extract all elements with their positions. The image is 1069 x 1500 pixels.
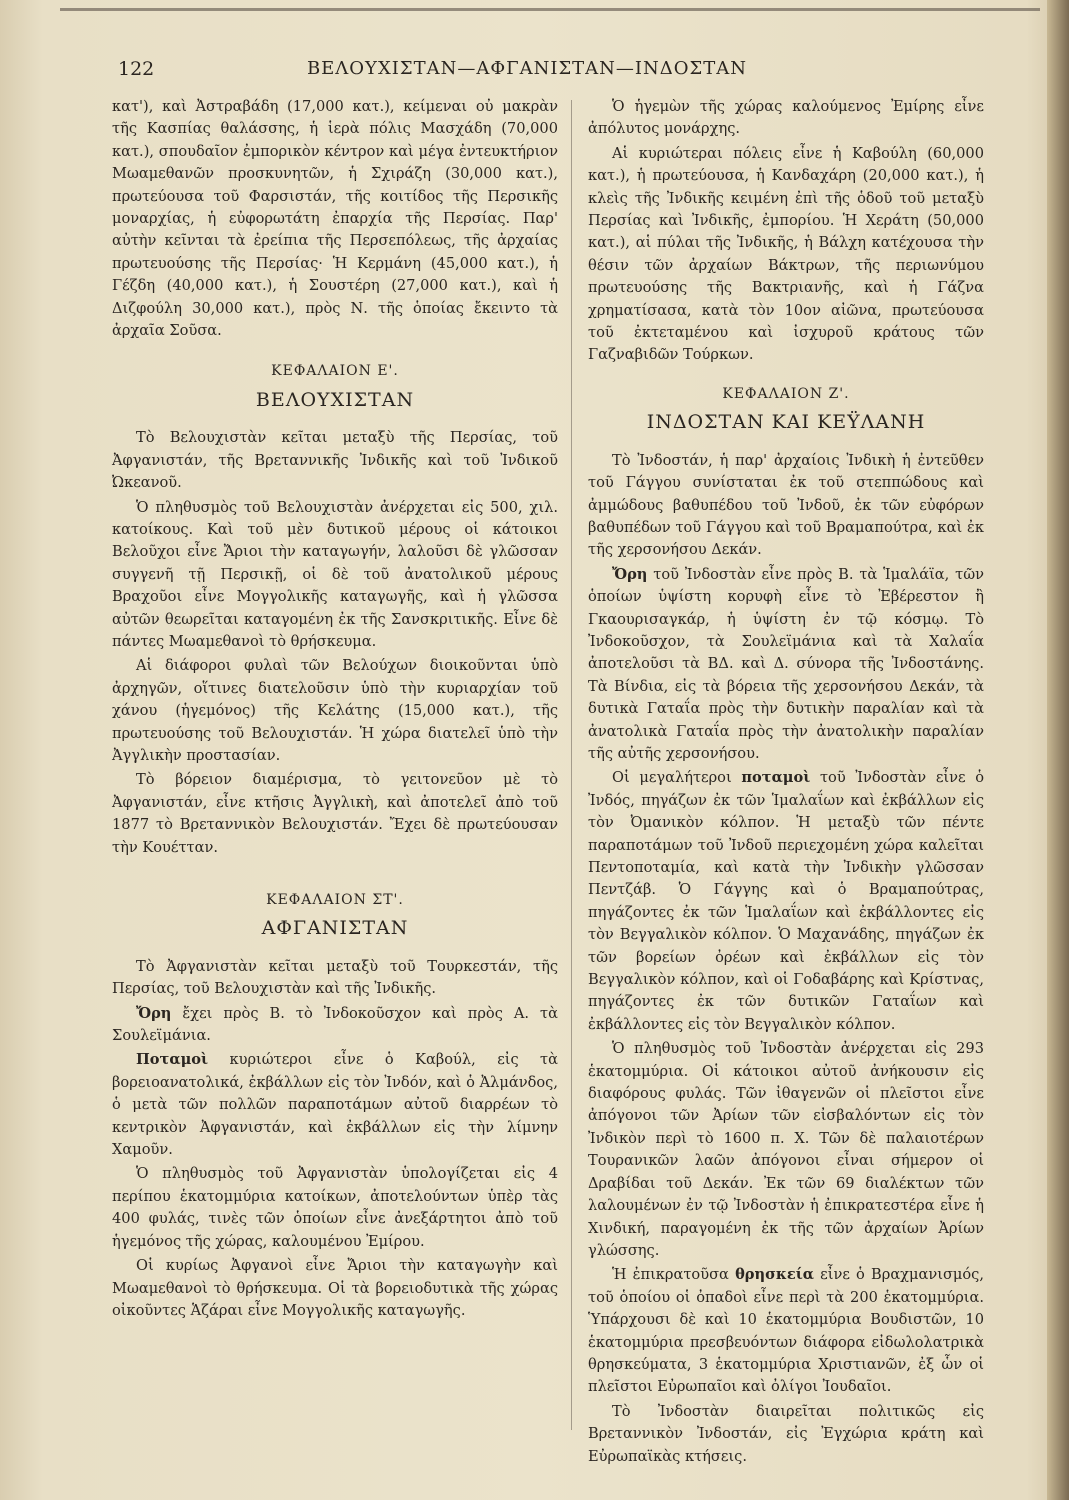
bold-term: Ὄρη xyxy=(136,1004,172,1022)
paragraph: Αἱ κυριώτεραι πόλεις εἶνε ἡ Καβούλη (60,000 κατ.), ἡ πρωτεύουσα, ἡ Κανδαχάρη (20,000 κατ.), ἡ κλεὶς τῆς Ἰνδικῆς κειμένη ἐπὶ τῆς ὁδοῦ τοῦ μεταξὺ Περσίας καὶ Ἰνδικῆς, ἐμπορίου. Ἡ Χεράτη (50,000 κατ.), αἱ πύλαι τῆς Ἰνδικῆς, ἡ Βάλχη κατέχουσα τὴν θέσιν τῶν ἀρχαίων Βάκτρων, τῆς περιωνύμου πρωτευούσης τῆς Βακτριανῆς, καὶ ἡ Γάζνα χρηματίσασα, κατὰ τὸν 10ον αἰῶνα, πρωτεύουσα τοῦ ἐκτεταμένου καὶ ἰσχυροῦ κράτους τῶν Γαζναβιδῶν Τούρκων. xyxy=(588,144,984,364)
chapter-e-label: ΚΕΦΑΛΑΙΟΝ Ε'. xyxy=(271,363,399,380)
chapter-e-title: ΒΕΛΟΥΧΙΣΤΑΝ xyxy=(255,388,415,411)
paragraph-text: Ἡ ἐπικρατοῦσα xyxy=(612,1266,736,1284)
paragraph: Τὸ Ἰνδοστὰν διαιρεῖται πολιτικῶς εἰς Βρεταννικὸν Ἰνδοστάν, εἰς Ἐγχώρια κράτη καὶ Εὐρωπαϊκὰς κτήσεις. xyxy=(588,1402,984,1465)
paragraph: Αἱ διάφοροι φυλαὶ τῶν Βελούχων διοικοῦνται ὑπὸ ἀρχηγῶν, οἵτινες διατελοῦσιν ὑπὸ τὴν κυριαρχίαν τοῦ χάνου (ἡγεμόνος) τῆς Κελάτης (15,000 κατ.), τῆς πρωτευούσης τοῦ Βελουχιστάν. Ἡ χώρα διατελεῖ ὑπὸ τὴν Ἀγγλικὴν προστασίαν. xyxy=(112,657,558,764)
page-header xyxy=(112,58,942,88)
book-binding xyxy=(1047,0,1069,1500)
paragraph xyxy=(588,564,984,766)
paragraph: Τὸ Βελουχιστὰν κεῖται μεταξὺ τῆς Περσίας, τοῦ Ἀφγανιστάν, τῆς Βρεταννικῆς Ἰνδικῆς καὶ τοῦ Ἰνδικοῦ Ὠκεανοῦ. xyxy=(112,429,558,492)
paragraph-text: κυριώτεροι εἶνε ὁ Καβούλ, εἰς τὰ βορειοανατολικά, ἐκβάλλων εἰς τὸν Ἰνδόν, καὶ ὁ Ἀλμάνδος, ὁ μετὰ τῶν πολλῶν παραποτάμων αὐτοῦ διαρρέων τὸ κεντρικὸν Ἀφγανιστάν, καὶ ἐκβάλλων εἰς τὴν λίμνην Χαμοῦν. xyxy=(112,1051,558,1159)
paragraph: Τὸ Ἰνδοστάν, ἡ παρ' ἀρχαίοις Ἰνδικὴ ἡ ἐντεῦθεν τοῦ Γάγγου συνίσταται ἐκ τοῦ στεππώδους καὶ ἀμμώδους βαθυπέδου τοῦ Ἰνδοῦ, ἐκ τῶν εὐφόρων βαθυπέδων τοῦ Γάγγου καὶ τοῦ Βραμαπούτρα, καὶ ἐκ τῆς χερσονήσου Δεκάν. xyxy=(588,451,984,559)
intro-paragraph: κατ'), καὶ Ἀστραβάδη (17,000 κατ.), κείμεναι οὐ μακρὰν τῆς Κασπίας θαλάσσης, ἡ ἱερὰ πόλις Μασχάδη (70,000 κατ.), σπουδαῖον ἐμπορικὸν κέντρον καὶ μέγα ἐντευκτήριον Μωαμεθανῶν προσκυνητῶν, ἡ Σχιράζη (30,000 κατ.), πρωτεύουσα τοῦ Φαρσιστάν, τῆς κοιτίδος τῆς Περσικῆς μοναρχίας, ἡ εὐφορωτάτη ἐπαρχία τῆς Περσίας. Παρ' αὐτὴν κεῖνται τὰ ἐρείπια τῆς Περσεπόλεως, τῆς ἀρχαίας πρωτευούσης τῆς Περσίας· Ἡ Κερμάνη (45,000 κατ.), ἡ Γέζδη (40,000 κατ.), ἡ Σουστέρη (27,000 κατ.), καὶ ἡ Διζφούλη 30,000 κατ.), πρὸς Ν. τῆς ὁποίας ἔκειντο τὰ ἀρχαῖα Σοῦσα. xyxy=(112,98,558,340)
chapter-st-label: ΚΕΦΑΛΑΙΟΝ ΣΤ'. xyxy=(266,892,404,908)
bold-term: Ποταμοὶ xyxy=(136,1051,209,1069)
chapter-st-title: ΑΦΓΑΝΙΣΤΑΝ xyxy=(261,917,409,940)
paragraph-text: τοῦ Ἰνδοστὰν εἶνε πρὸς Β. τὰ Ἱμαλάϊα, τῶν ὁποίων ὑψίστη κορυφὴ εἶνε τὸ Ἐβέρεστον ἢ Γκαουρισαγκάρ, ἡ ὑψίστη ἐν τῷ κόσμῳ. Τὸ Ἰνδοκοῦσχον, τὰ Σουλεϊμάνια καὶ τὰ Χαλαΐα ἀποτελοῦσι τὰ ΒΔ. καὶ Δ. σύνορα τῆς Ἰνδοστάνης. Τὰ Βίνδια, εἰς τὰ βόρεια τῆς χερσονήσου Δεκάν, τὰ δυτικὰ Γαταΐα πρὸς τὴν δυτικὴν παραλίαν καὶ τὰ ἀνατολικὰ Γαταΐα πρὸς τὴν ἀνατολικὴν παραλίαν τῆς αὐτῆς χερσονήσου. xyxy=(588,565,984,762)
paragraph xyxy=(112,1003,558,1048)
chapter-z-label: ΚΕΦΑΛΑΙΟΝ Ζ'. xyxy=(722,385,850,402)
chapter-z-title: ΙΝΔΟΣΤΑΝ ΚΑΙ ΚΕΫΛΑΝΗ xyxy=(646,411,926,434)
page-number: 122 xyxy=(118,58,155,80)
paragraph: Ὁ πληθυσμὸς τοῦ Βελουχιστὰν ἀνέρχεται εἰς 500, χιλ. κατοίκους. Καὶ τοῦ μὲν δυτικοῦ μέρους οἱ κάτοικοι Βελοῦχοι εἶνε Ἄριοι τὴν καταγωγήν, λαλοῦσι δὲ γλῶσσαν συγγενῆ τῇ Περσικῇ, οἱ δὲ τοῦ ἀνατολικοῦ μέρους Βραχοῦοι εἶνε Μογγολικῆς καταγωγῆς, καὶ ἡ γλῶσσα αὐτῶν θεωρεῖται καταγομένη ἐκ τῆς Σανσκριτικῆς. Εἶνε δὲ πάντες Μωαμεθανοὶ τὸ θρήσκευμα. xyxy=(112,498,558,650)
paragraph-text: εἶνε ὁ Βραχμανισμός, τοῦ ὁποίου οἱ ὀπαδοὶ εἶνε περὶ τὰ 200 ἑκατομμύρια. Ὑπάρχουσι δὲ καὶ 10 ἑκατομμύρια Βουδιστῶν, 10 ἑκατομμύρια πρεσβευόντων διάφορα εἰδωλολατρικὰ θρησκεύματα, 3 ἑκατομμύρια Χριστιανῶν, ἐξ ὧν οἱ πλεῖστοι Εὐρωπαῖοι καὶ ὀλίγοι Ἰουδαῖοι. xyxy=(588,1266,984,1396)
paragraph-text: τοῦ Ἰνδοστὰν εἶνε ὁ Ἰνδός, πηγάζων ἐκ τῶν Ἱμαλαΐων καὶ ἐκβάλλων εἰς τὸν Ὀμανικὸν κόλπον. Ἡ μεταξὺ τῶν πέντε παραποτάμων τοῦ Ἰνδοῦ περιεχομένη χώρα καλεῖται Πεντοποταμία, καὶ κατὰ τὴν Ἰνδικὴν γλῶσσαν Πεντζάβ. Ὁ Γάγγης καὶ ὁ Βραμαπούτρας, πηγάζοντες ἐκ τῶν Ἱμαλαΐων καὶ ἐκβάλλοντες εἰς τὸν Βεγγαλικὸν κόλπον. Ὁ Μαχανάδης, πηγάζων ἐκ τῶν βορείων ὀρέων καὶ ἐκβάλλων εἰς τὸν Βεγγαλικὸν κόλπον, καὶ οἱ Γοδαβάρης καὶ Κρίστνας, πηγάζοντες ἐκ τῶν δυτικῶν Γαταΐων καὶ ἐκβάλλοντες εἰς τὸν Βεγγαλικὸν κόλπον. xyxy=(588,769,984,1033)
paragraph-text: ἔχει πρὸς Β. τὸ Ἰνδοκοῦσχον καὶ πρὸς Α. τὰ Σουλεϊμάνια. xyxy=(112,1004,558,1045)
paragraph: Τὸ βόρειον διαμέρισμα, τὸ γειτονεῦον μὲ τὸ Ἀφγανιστάν, εἶνε κτῆσις Ἀγγλικὴ, καὶ ἀποτελεῖ ἀπὸ τοῦ 1877 τὸ Βρεταννικὸν Βελουχιστάν. Ἔχει δὲ πρωτεύουσαν τὴν Κουέτταν. xyxy=(112,771,558,856)
paragraph: Οἱ κυρίως Ἀφγανοὶ εἶνε Ἄριοι τὴν καταγωγὴν καὶ Μωαμεθανοὶ τὸ θρήσκευμα. Οἱ τὰ βορειοδυτικὰ τῆς χώρας οἰκοῦντες Ἁζάραι εἶνε Μογγολικῆς καταγωγῆς. xyxy=(112,1257,558,1319)
left-column xyxy=(112,96,558,1322)
bold-term: ποταμοὶ xyxy=(741,769,811,787)
paragraph xyxy=(112,1049,558,1161)
bold-term: θρησκεία xyxy=(735,1266,814,1284)
column-divider xyxy=(571,100,572,1430)
paragraph xyxy=(588,767,984,1036)
top-rule xyxy=(60,8,1040,11)
paragraph: Ὁ πληθυσμὸς τοῦ Ἀφγανιστὰν ὑπολογίζεται εἰς 4 περίπου ἑκατομμύρια κατοίκων, ἀποτελούντων ὑπὲρ τὰς 400 φυλάς, τινὲς τῶν ὁποίων εἶνε ἀνεξάρτητοι ἀπὸ τοῦ ἡγεμόνος τῆς χώρας, καλουμένου Ἐμίρου. xyxy=(112,1165,558,1250)
paragraph: Ὁ πληθυσμὸς τοῦ Ἰνδοστὰν ἀνέρχεται εἰς 293 ἑκατομμύρια. Οἱ κάτοικοι αὐτοῦ ἀνήκουσιν εἰς διαφόρους φυλάς. Τῶν ἰθαγενῶν οἱ πλεῖστοι εἶνε ἀπόγονοι τῶν Ἀρίων τῶν εἰσβαλόντων εἰς τὸν Ἰνδικὸν περὶ τὸ 1600 π. Χ. Τῶν δὲ παλαιοτέρων Τουρανικῶν λαῶν ἀπόγονοι εἶναι σήμερον οἱ Δραβίδαι τοῦ Δεκάν. Ἐκ τῶν 69 διαλέκτων τῶν λαλουμένων ἐν τῷ Ἰνδοστὰν ἡ ἐπικρατεστέρα εἶνε ἡ Χινδική, παραγομένη ἐκ τῆς τῶν ἀρχαίων Ἀρίων γλώσσης. xyxy=(588,1040,984,1259)
paragraph-text: Οἱ μεγαλήτεροι xyxy=(612,769,742,787)
paragraph xyxy=(588,1264,984,1398)
right-column xyxy=(588,96,984,1468)
running-title: ΒΕΛΟΥΧΙΣΤΑΝ—ΑΦΓΑΝΙΣΤΑΝ—ΙΝΔΟΣΤΑΝ xyxy=(306,58,748,79)
paragraph: Ὁ ἡγεμὼν τῆς χώρας καλούμενος Ἐμίρης εἶνε ἀπόλυτος μονάρχης. xyxy=(588,98,984,138)
paragraph: Τὸ Ἀφγανιστὰν κεῖται μεταξὺ τοῦ Τουρκεστάν, τῆς Περσίας, τοῦ Βελουχιστὰν καὶ τῆς Ἰνδικῆς. xyxy=(112,957,558,998)
bold-term: Ὄρη xyxy=(612,565,648,583)
